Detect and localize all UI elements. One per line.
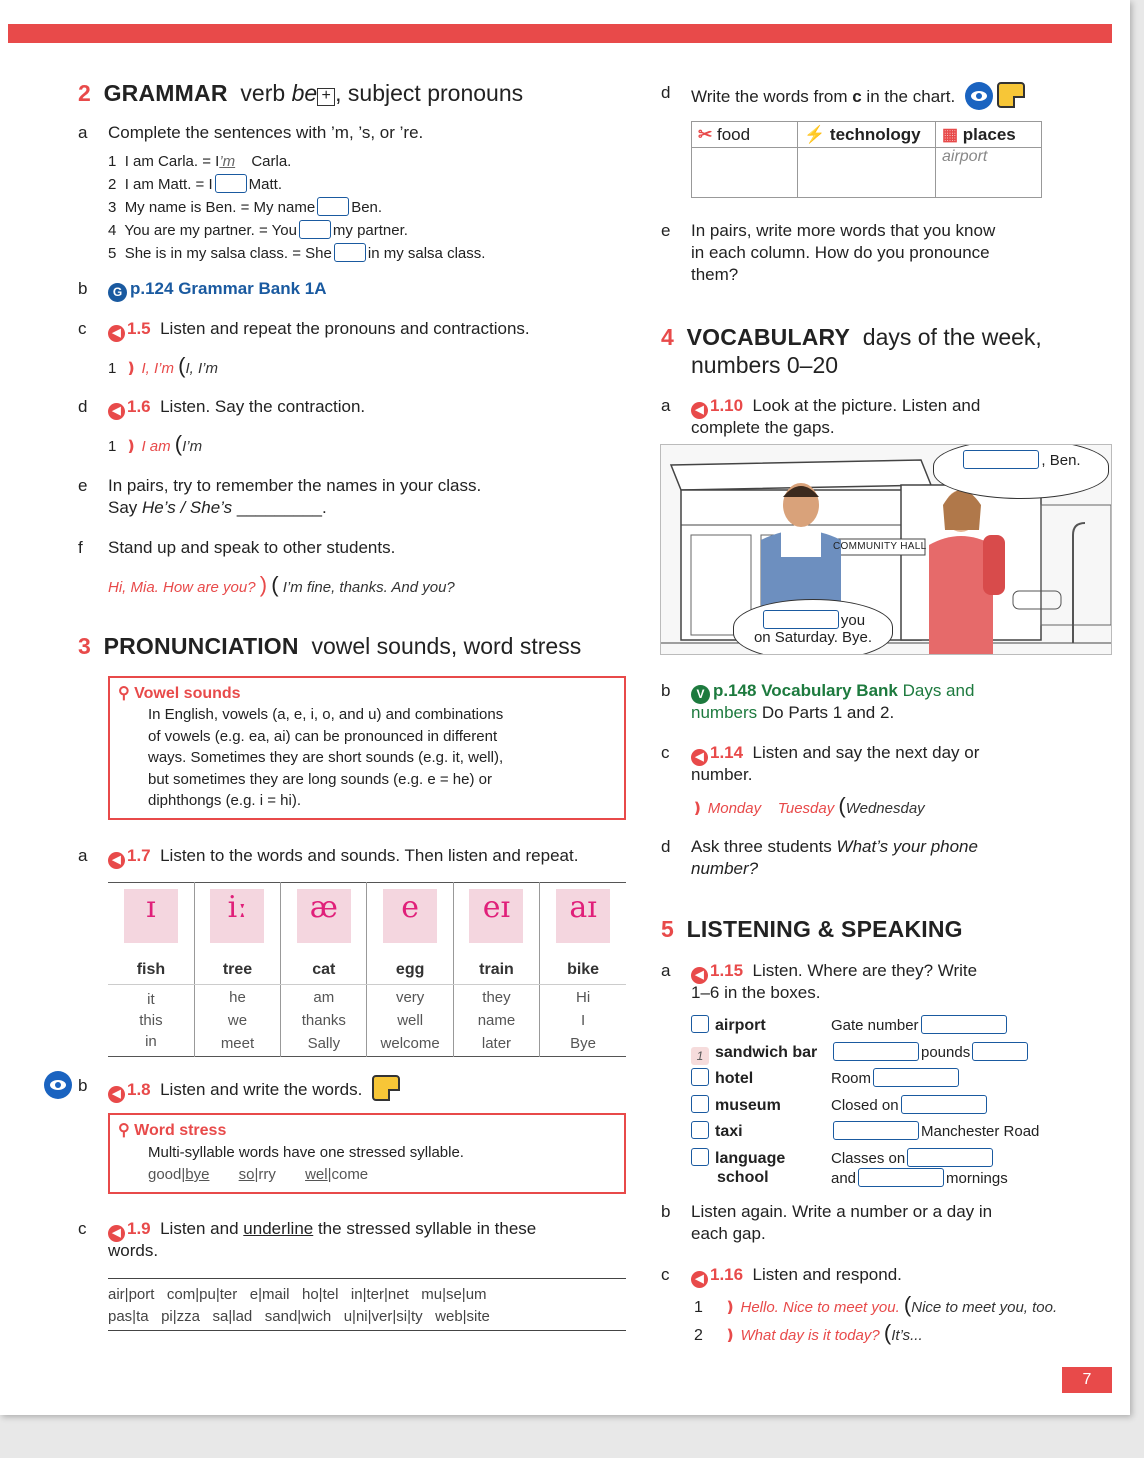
example-word: meet (194, 1031, 280, 1057)
speech-mark-icon: ( (883, 1320, 892, 1345)
example-word: welcome (367, 1031, 453, 1057)
example-word: we (194, 1010, 280, 1031)
number-box[interactable]: 1 (691, 1047, 709, 1065)
places-list (691, 1014, 1091, 1191)
plus-icon: + (317, 88, 335, 106)
exercise-2c: c ◀ 1.5 Listen and repeat the pronouns and contractions. (78, 318, 87, 340)
example-2d: 1 ❫ I am (I’m (108, 431, 203, 456)
example-word: he (194, 985, 280, 1011)
answer-box[interactable] (215, 174, 247, 193)
speaker-icon[interactable]: ◀ (691, 749, 708, 766)
speech-mark-icon: ) (259, 572, 268, 597)
place-row-sandwich-bar: 1 sandwich bar pounds (691, 1041, 1091, 1068)
answer-box[interactable] (963, 450, 1039, 469)
speech-mark-icon: ( (903, 1292, 912, 1317)
sound-tile-bike[interactable]: aɪ (540, 883, 626, 955)
speaker-icon[interactable]: ◀ (108, 852, 125, 869)
example-word: later (453, 1031, 539, 1057)
speech-mark-icon: ( (178, 353, 186, 378)
exercise-2e-right: e In pairs, write more words that you know in each column. How do you pronounce them? (661, 221, 996, 284)
word-stress-title: ⚲ Word stress (118, 1122, 227, 1139)
sound-word: bike (540, 955, 626, 985)
sound-word: cat (281, 955, 367, 985)
exercise-2f: f Stand up and speak to other students. (78, 538, 396, 557)
speaker-icon[interactable]: ◀ (691, 967, 708, 984)
example-word: very (367, 985, 453, 1011)
speaker-icon[interactable]: ◀ (108, 325, 125, 342)
section-5-heading: 5 LISTENING & SPEAKING (661, 916, 963, 942)
technology-icon: ⚡ (804, 124, 826, 144)
number-box[interactable] (691, 1068, 709, 1086)
chart-cell[interactable] (692, 148, 798, 198)
grammar-bank-icon: G (108, 283, 127, 302)
example-word: I (580, 1012, 586, 1029)
sound-word: train (453, 955, 539, 985)
exercise-3c: c ◀ 1.9 Listen and underline the stressed syllable in these words. (78, 1219, 537, 1260)
answer-box[interactable] (299, 220, 331, 239)
example-word: thanks (281, 1010, 367, 1031)
word-stress-examples: good|bye so|rry wel|come (148, 1166, 369, 1183)
exercise-2a: a Complete the sentences with ’m, ’s, or ’re. (78, 123, 424, 142)
example-5c-2: 2 ❫ What day is it today? (It’s... (694, 1320, 923, 1345)
grammar-bank-link[interactable]: p.124 Grammar Bank 1A (130, 279, 327, 298)
exercise-2d: d ◀ 1.6 Listen. Say the contraction. (78, 396, 87, 418)
vowel-sounds-title: ⚲ Vowel sounds (118, 685, 241, 702)
number-box[interactable] (691, 1095, 709, 1113)
speech-bubble-2: you on Saturday. Bye. (733, 599, 893, 655)
note-icon[interactable] (372, 1075, 400, 1101)
audio-prompt-icon: ❫ (124, 360, 138, 377)
sound-tile-egg[interactable]: e (367, 883, 453, 955)
sentence-4: 4 You are my partner. = You my partner. (108, 222, 408, 239)
vowel-sounds-text: In English, vowels (a, e, i, o, and u) and combinations of vowels (e.g. ea, ai) can be pronounced in different ways. Sometimes they are short sounds (e.g. it, well), but sometimes they are long sounds (e.g. e = he) or diphthongs (e.g. i = hi). (148, 706, 504, 809)
place-row-language-school: language school Classes on and mornings (691, 1147, 1091, 1191)
illustration-community-hall (660, 444, 1112, 655)
place-row-taxi: taxi Manchester Road (691, 1120, 1091, 1147)
answer-box[interactable] (833, 1042, 919, 1061)
exercise-5c: c ◀ 1.16 Listen and respond. (661, 1264, 670, 1286)
section-3-heading: 3 PRONUNCIATION vowel sounds, word stress (78, 633, 582, 659)
speaker-icon[interactable]: ◀ (108, 1225, 125, 1242)
example-word: well (367, 1010, 453, 1031)
top-color-bar (8, 24, 1112, 43)
place-row-museum: museum Closed on (691, 1094, 1091, 1121)
exercise-5b: b Listen again. Write a number or a day in each gap. (661, 1202, 993, 1243)
sound-chart (108, 882, 626, 1057)
example-5c-1: 1 ❫ Hello. Nice to meet you. (Nice to meet you, too. (694, 1292, 1058, 1317)
answer-box[interactable] (334, 243, 366, 262)
vocabulary-bank-icon: V (691, 685, 710, 704)
word-chart (691, 121, 1042, 198)
chart-cell[interactable] (798, 148, 936, 198)
magnifier-icon: ⚲ (118, 1122, 130, 1139)
places-icon: ▦ (942, 124, 959, 144)
speech-mark-icon: ( (271, 572, 279, 597)
magnifier-icon: ⚲ (118, 685, 130, 702)
sound-tile-fish[interactable]: ɪ (108, 883, 194, 955)
answer-box[interactable] (972, 1042, 1028, 1061)
speaker-icon[interactable]: ◀ (108, 403, 125, 420)
example-word: am (281, 985, 367, 1011)
example-word: Sally (281, 1031, 367, 1057)
example-word: this (108, 1010, 194, 1031)
speaker-icon[interactable]: ◀ (691, 402, 708, 419)
place-row-airport: airport Gate number (691, 1014, 1091, 1041)
answer-box[interactable] (901, 1095, 987, 1114)
exercise-4d: d Ask three students What’s your phone number? (661, 837, 978, 878)
answer-box[interactable] (317, 197, 349, 216)
note-icon[interactable] (997, 82, 1025, 108)
exercise-2d-chart: d Write the words from c in the chart. (661, 82, 670, 104)
sentence-3: 3 My name is Ben. = My name Ben. (108, 199, 383, 216)
sound-word: tree (194, 955, 280, 985)
eye-icon[interactable] (44, 1071, 72, 1099)
vowel-sounds-box (108, 676, 626, 820)
example-4c: ❫ Monday Tuesday (Wednesday (691, 793, 925, 818)
sound-tile-tree[interactable]: iː (194, 883, 280, 955)
number-box[interactable] (691, 1148, 709, 1166)
answer-box[interactable] (763, 610, 839, 629)
answer-box[interactable] (921, 1015, 1007, 1034)
word-stress-box (108, 1113, 626, 1194)
sound-tile-train[interactable]: eɪ (453, 883, 539, 955)
example-2f: Hi, Mia. How are you? ) ( I’m fine, thanks. And you? (108, 572, 455, 597)
place-row-hotel: hotel Room (691, 1067, 1091, 1094)
community-hall-sign: COMMUNITY HALL (833, 541, 927, 552)
audio-prompt-icon: ❫ (723, 1299, 737, 1316)
exercise-2b: b G p.124 Grammar Bank 1A (78, 278, 87, 300)
example-word: they (453, 985, 539, 1011)
speech-bubble-1: , Ben. (933, 444, 1109, 499)
food-icon: ✂ (698, 124, 713, 144)
stress-words-row-2: pas|ta pi|zza sa|lad sand|wich u|ni|ver|si|ty web|site (108, 1308, 490, 1325)
example-word: in (108, 1031, 194, 1057)
speech-mark-icon: ( (838, 793, 846, 818)
answer-box[interactable] (907, 1148, 993, 1167)
exercise-4a: a ◀ 1.10 Look at the picture. Listen and complete the gaps. (661, 396, 981, 437)
answer-box[interactable] (873, 1068, 959, 1087)
number-box[interactable] (691, 1121, 709, 1139)
exercise-5a: a ◀ 1.15 Listen. Where are they? Write 1–6 in the boxes. (661, 961, 978, 1002)
sentence-1: 1 I am Carla. = I’m Carla. (108, 153, 292, 170)
answer-box[interactable] (858, 1168, 944, 1187)
chart-head-food: food (716, 124, 751, 144)
sentence-2: 2 I am Matt. = I Matt. (108, 176, 282, 193)
audio-prompt-icon: ❫ (723, 1327, 737, 1344)
section-2-heading: 2 GRAMMAR verb be + , subject pronouns (78, 80, 524, 106)
example-word: it (108, 985, 194, 1011)
page-number: 7 (1062, 1367, 1112, 1393)
example-2c: 1 ❫ I, I’m (I, I’m (108, 353, 218, 378)
divider (108, 1330, 626, 1331)
stress-words-row-1: air|port com|pu|ter e|mail ho|tel in|ter|net mu|se|um (108, 1286, 487, 1303)
eye-icon[interactable] (965, 82, 993, 110)
audio-prompt-icon: ❫ (124, 438, 138, 455)
sound-word: egg (367, 955, 453, 985)
exercise-4b: b V p.148 Vocabulary Bank Days and numbers Do Parts 1 and 2. (661, 681, 975, 722)
example-word: name (453, 1010, 539, 1031)
sentence-5: 5 She is in my salsa class. = She in my salsa class. (108, 245, 486, 262)
example-word: Bye (570, 1035, 596, 1052)
speaker-icon[interactable]: ◀ (691, 1271, 708, 1288)
number-box[interactable] (691, 1015, 709, 1033)
sound-tile-cat[interactable]: æ (281, 883, 367, 955)
sentence-list (108, 150, 608, 265)
vocabulary-bank-link[interactable]: p.148 Vocabulary Bank (713, 681, 898, 700)
exercise-2e: e In pairs, try to remember the names in your class. Say He’s / She’s _________. (78, 476, 482, 517)
divider (108, 1278, 626, 1279)
chart-head-technology: technology (829, 124, 921, 144)
speaker-icon[interactable]: ◀ (108, 1086, 125, 1103)
chart-cell[interactable]: airport (936, 148, 1042, 198)
exercise-4c: c ◀ 1.14 Listen and say the next day or number. (661, 743, 980, 784)
section-4-heading: 4 VOCABULARY days of the week, numbers 0–20 (661, 324, 1042, 378)
answer-box[interactable] (833, 1121, 919, 1140)
example-word: Hi (575, 989, 591, 1006)
speech-mark-icon: ( (174, 431, 183, 456)
sound-word: fish (108, 955, 194, 985)
exercise-3b: b ◀ 1.8 Listen and write the words. (78, 1075, 87, 1097)
chart-head-places: places (962, 124, 1016, 144)
audio-prompt-icon: ❫ (691, 800, 704, 817)
exercise-3a: a ◀ 1.7 Listen to the words and sounds. Then listen and repeat. (78, 845, 87, 867)
word-stress-text: Multi-syllable words have one stressed syllable. (148, 1144, 464, 1161)
